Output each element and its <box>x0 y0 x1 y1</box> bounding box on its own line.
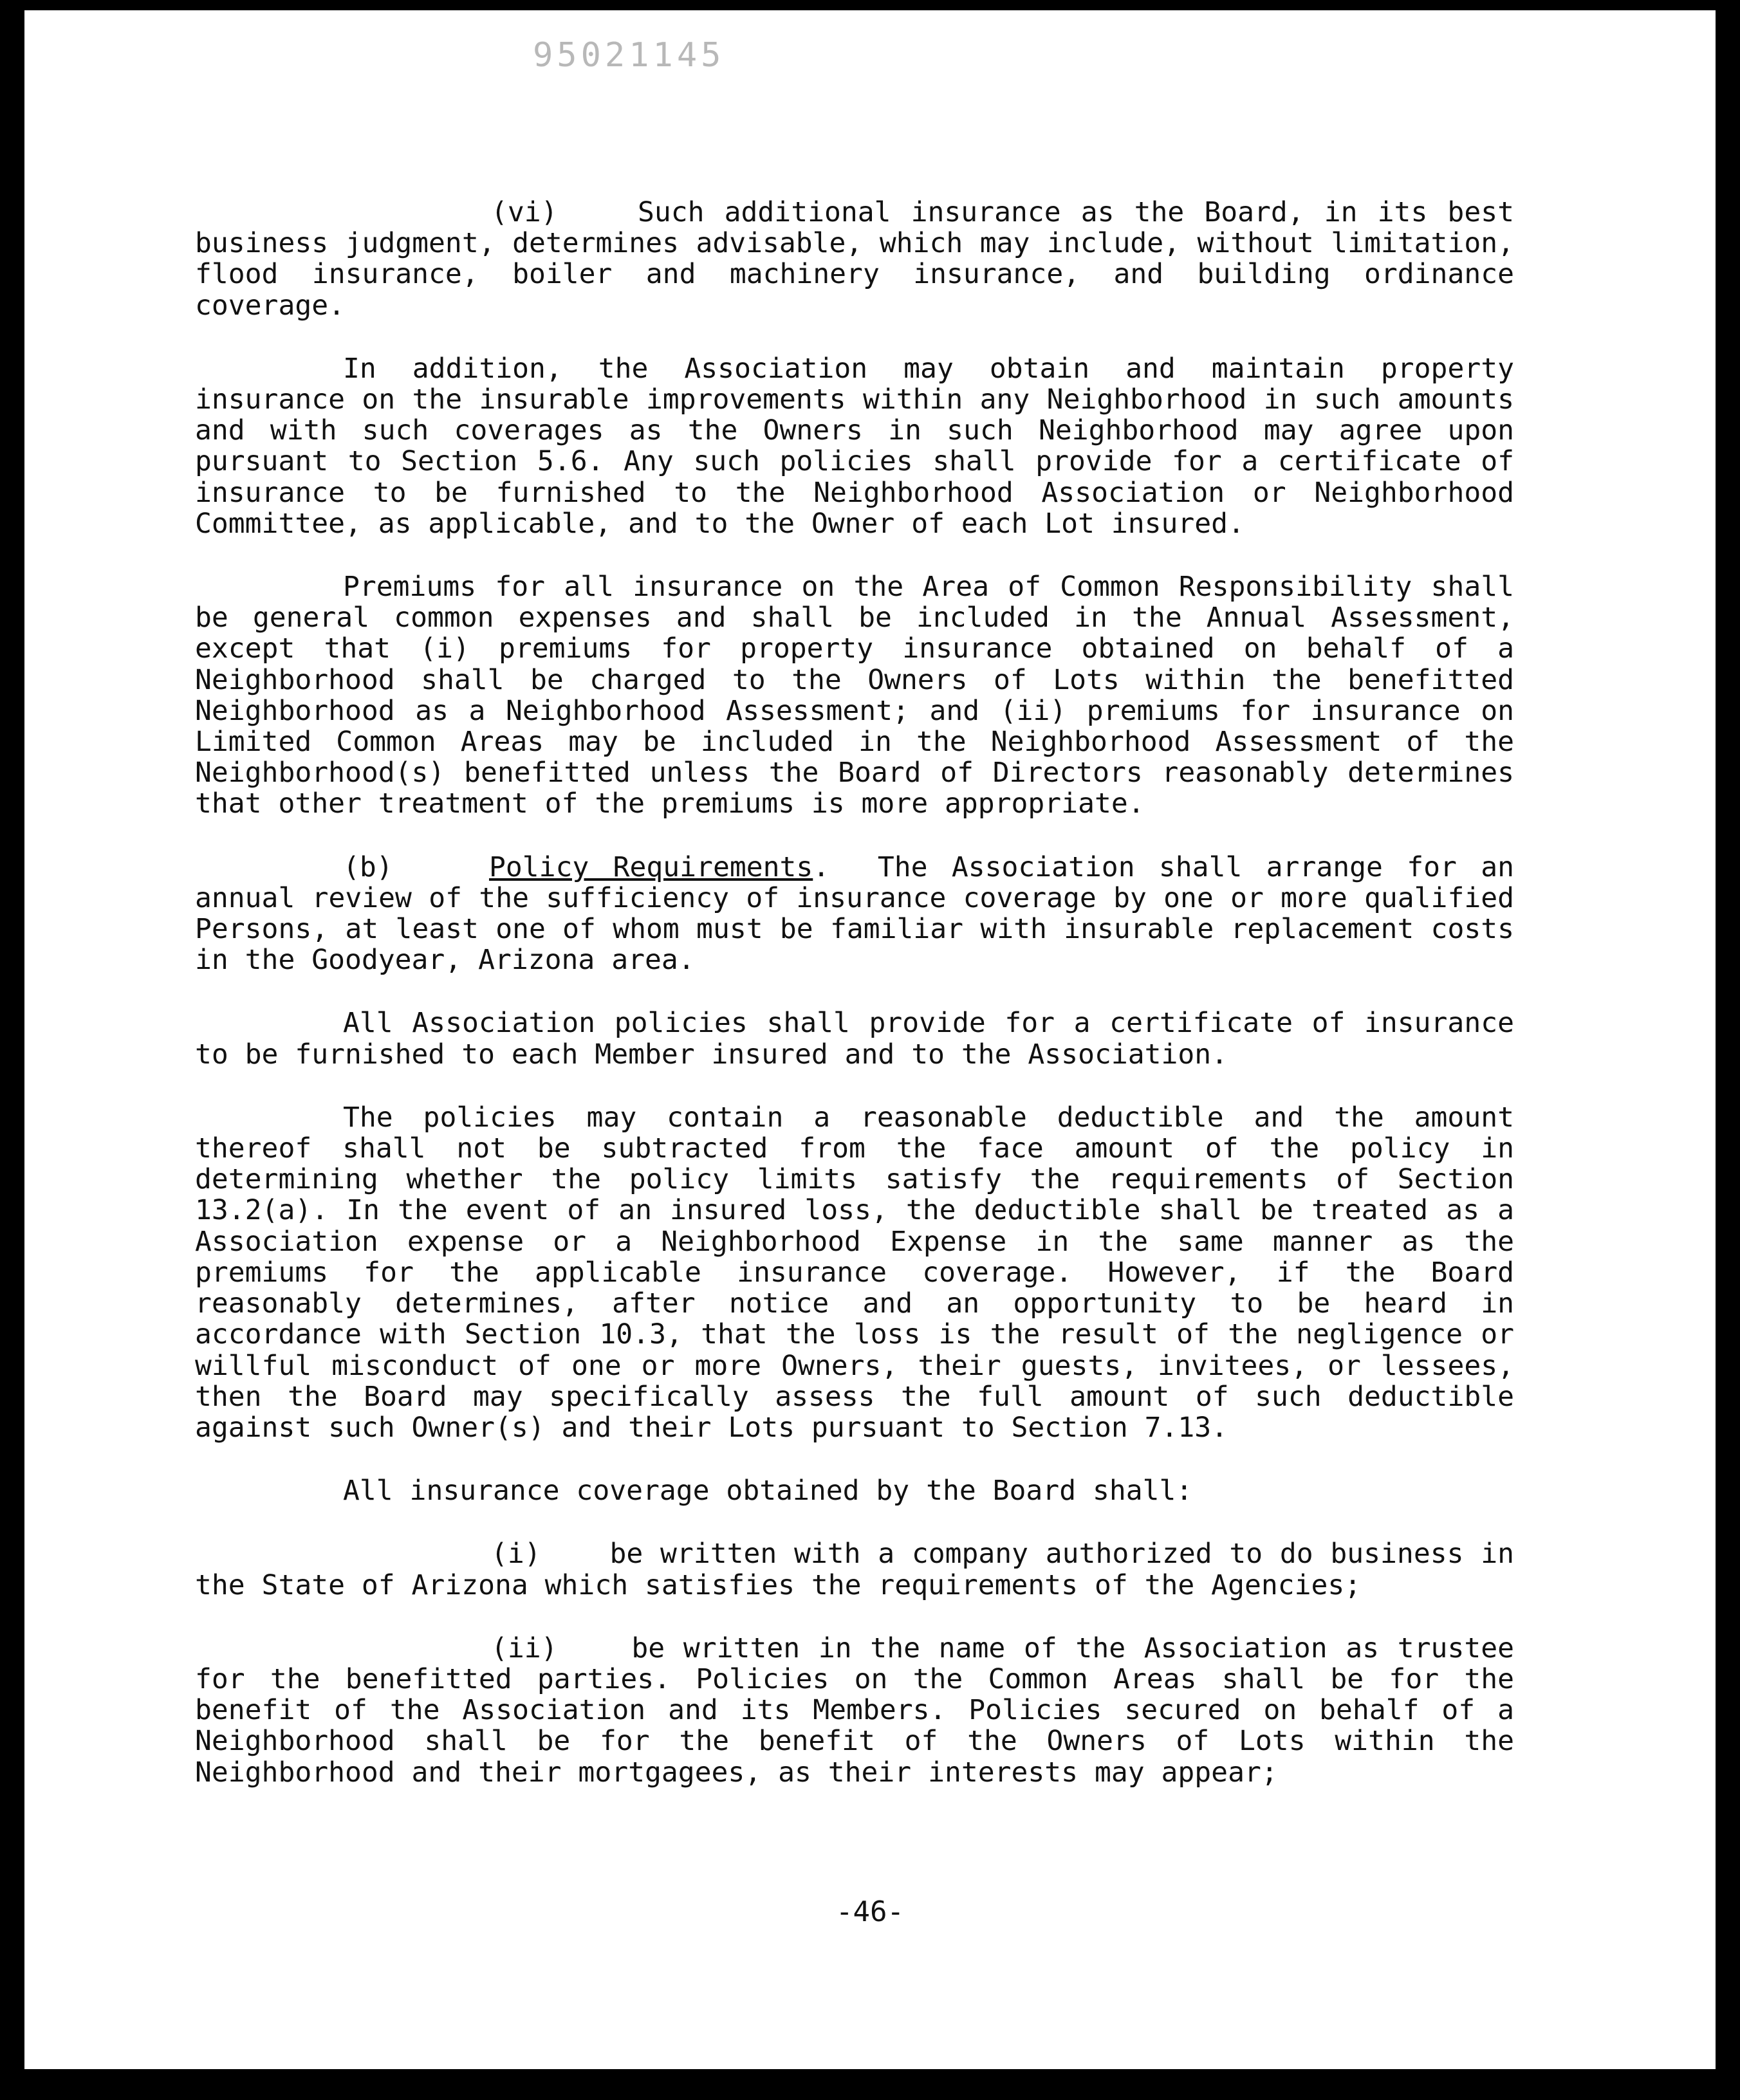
paragraph-certificate: All Association policies shall provide for a certificate of insurance to be furnished to each Member insured and to the Association. <box>195 1007 1514 1071</box>
item-vi-text: Such additional insurance as the Board, in its best business judgment, determines advisable, which may include, without limitation, flood insurance, boiler and machinery insurance, and building ordinance coverage. <box>195 196 1514 322</box>
document-page <box>24 10 1716 2069</box>
item-ii-marker: (ii) <box>491 1632 558 1664</box>
page-number: -46- <box>836 1895 904 1928</box>
paragraph-premiums: Premiums for all insurance on the Area of Common Responsibility shall be general common expenses and shall be included in the Annual Assessment, except that (i) premiums for property insurance obtained on behalf of a Neighborhood shall be charged to the Owners of Lots within the benefitted Neighborhood as a Neighborhood Assessment; and (ii) premiums for insurance on Limited Common Areas may be included in the Neighborhood Assessment of the Neighborhood(s) benefitted unless the Board of Directors reasonably determines that other treatment of the premiums is more appropriate. <box>195 571 1514 820</box>
item-vi <box>195 197 1514 321</box>
paragraph-deductible: The policies may contain a reasonable deductible and the amount thereof shall not be subtracted from the face amount of the policy in determining whether the policy limits satisfy the requirements of Section 13.2(a). In the event of an insured loss, the deductible shall be treated as a Association expense or a Neighborhood Expense in the same manner as the premiums for the applicable insurance coverage. However, if the Board reasonably determines, after notice and an opportunity to be heard in accordance with Section 10.3, that the loss is the result of the negligence or willful misconduct of one or more Owners, their guests, invitees, or lessees, then the Board may specifically assess the full amount of such deductible against such Owner(s) and their Lots pursuant to Section 7.13. <box>195 1101 1514 1444</box>
item-ii-text: be written in the name of the Association as trustee for the benefitted parties. Policies on the Common Areas shall be for the benefit of the Association and its Members. Policies secured on behalf of a Neighborhood shall be for the benefit of the Owners of Lots within the Neighborhood and their mortgagees, as their interests may appear; <box>195 1632 1514 1789</box>
paragraph-coverage-intro: All insurance coverage obtained by the Board shall: <box>343 1475 1193 1507</box>
item-i <box>195 1538 1514 1600</box>
section-b-text: The Association shall arrange for an annual review of the sufficiency of insurance coverage by one or more qualified Persons, at least one of whom must be familiar with insurable replacement costs in the Goodyear, Arizona area. <box>195 851 1514 977</box>
document-body <box>195 197 1514 1820</box>
section-b: (b) Policy Requirements. The Association shall arrange for an annual review of the sufficiency of insurance coverage by one or more qualified Persons, at least one of whom must be familiar with insurable replacement costs in the Goodyear, Arizona area. <box>195 851 1514 977</box>
item-vi-marker: (vi) <box>491 196 558 228</box>
item-ii <box>195 1633 1514 1788</box>
item-i-text: be written with a company authorized to do business in the State of Arizona which satisfies the requirements of the Agencies; <box>195 1538 1514 1601</box>
section-b-heading: Policy Requirements <box>488 851 813 883</box>
item-i-marker: (i) <box>491 1538 541 1570</box>
document-stamp: 95021145 <box>533 36 725 75</box>
paragraph-addition: In addition, the Association may obtain and maintain property insurance on the insurable improvements within any Neighborhood in such amounts and with such coverages as the Owners in such Neighborhood may agree upon pursuant to Section 5.6. Any such policies shall provide for a certificate of insurance to be furnished to the Neighborhood Association or Neighborhood Committee, as applicable, and to the Owner of each Lot insured. <box>195 352 1514 540</box>
section-b-marker: (b) <box>343 851 393 883</box>
